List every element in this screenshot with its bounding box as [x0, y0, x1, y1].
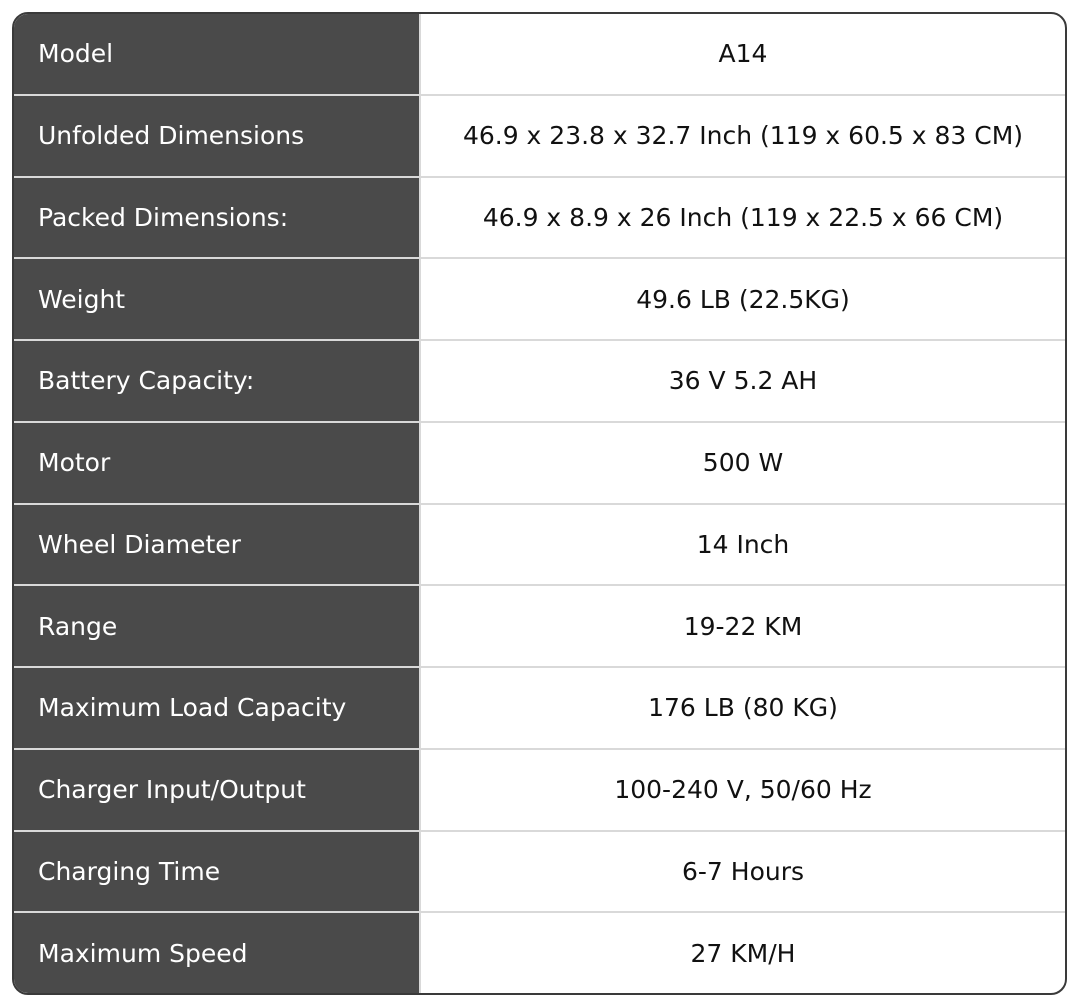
- spec-label-model: Model: [14, 14, 421, 94]
- spec-value-motor: 500 W: [702, 448, 784, 478]
- spec-row-motor: [14, 423, 1065, 505]
- spec-row-maximum-speed: [14, 913, 1065, 993]
- spec-row-maximum-load-capacity: [14, 668, 1065, 750]
- spec-label-wheel-diameter: Wheel Diameter: [14, 505, 421, 585]
- spec-label-charging-time: Charging Time: [14, 832, 421, 912]
- spec-row-weight: [14, 259, 1065, 341]
- spec-row-model: [14, 14, 1065, 96]
- spec-table: [14, 14, 1065, 993]
- spec-value-maximum-speed: 27 KM/H: [690, 938, 796, 968]
- spec-value-charger-input-output: 100-240 V, 50/60 Hz: [614, 775, 872, 805]
- spec-label-weight: Weight: [14, 259, 421, 339]
- spec-value-model: A14: [718, 39, 768, 69]
- spec-table-card: [12, 12, 1067, 995]
- spec-value-wheel-diameter: 14 Inch: [696, 529, 790, 559]
- spec-label-range: Range: [14, 586, 421, 666]
- spec-row-range: [14, 586, 1065, 668]
- spec-label-maximum-speed: Maximum Speed: [14, 913, 421, 993]
- spec-label-packed-dimensions: Packed Dimensions:: [14, 178, 421, 258]
- spec-row-unfolded-dimensions: [14, 96, 1065, 178]
- spec-value-weight: 49.6 LB (22.5KG): [636, 284, 850, 314]
- spec-row-packed-dimensions: [14, 178, 1065, 260]
- spec-row-battery-capacity: [14, 341, 1065, 423]
- spec-label-maximum-load-capacity: Maximum Load Capacity: [14, 668, 421, 748]
- spec-value-charging-time: 6-7 Hours: [681, 856, 805, 886]
- spec-value-unfolded-dimensions: 46.9 x 23.8 x 32.7 Inch (119 x 60.5 x 83 CM): [462, 121, 1024, 151]
- spec-value-packed-dimensions: 46.9 x 8.9 x 26 Inch (119 x 22.5 x 66 CM): [482, 202, 1004, 232]
- spec-label-unfolded-dimensions: Unfolded Dimensions: [14, 96, 421, 176]
- spec-row-charging-time: [14, 832, 1065, 914]
- spec-row-charger-input-output: [14, 750, 1065, 832]
- spec-label-charger-input-output: Charger Input/Output: [14, 750, 421, 830]
- spec-value-maximum-load-capacity: 176 LB (80 KG): [648, 693, 838, 723]
- spec-value-range: 19-22 KM: [683, 611, 803, 641]
- spec-value-battery-capacity: 36 V 5.2 AH: [668, 366, 818, 396]
- spec-label-battery-capacity: Battery Capacity:: [14, 341, 421, 421]
- spec-label-motor: Motor: [14, 423, 421, 503]
- spec-row-wheel-diameter: [14, 505, 1065, 587]
